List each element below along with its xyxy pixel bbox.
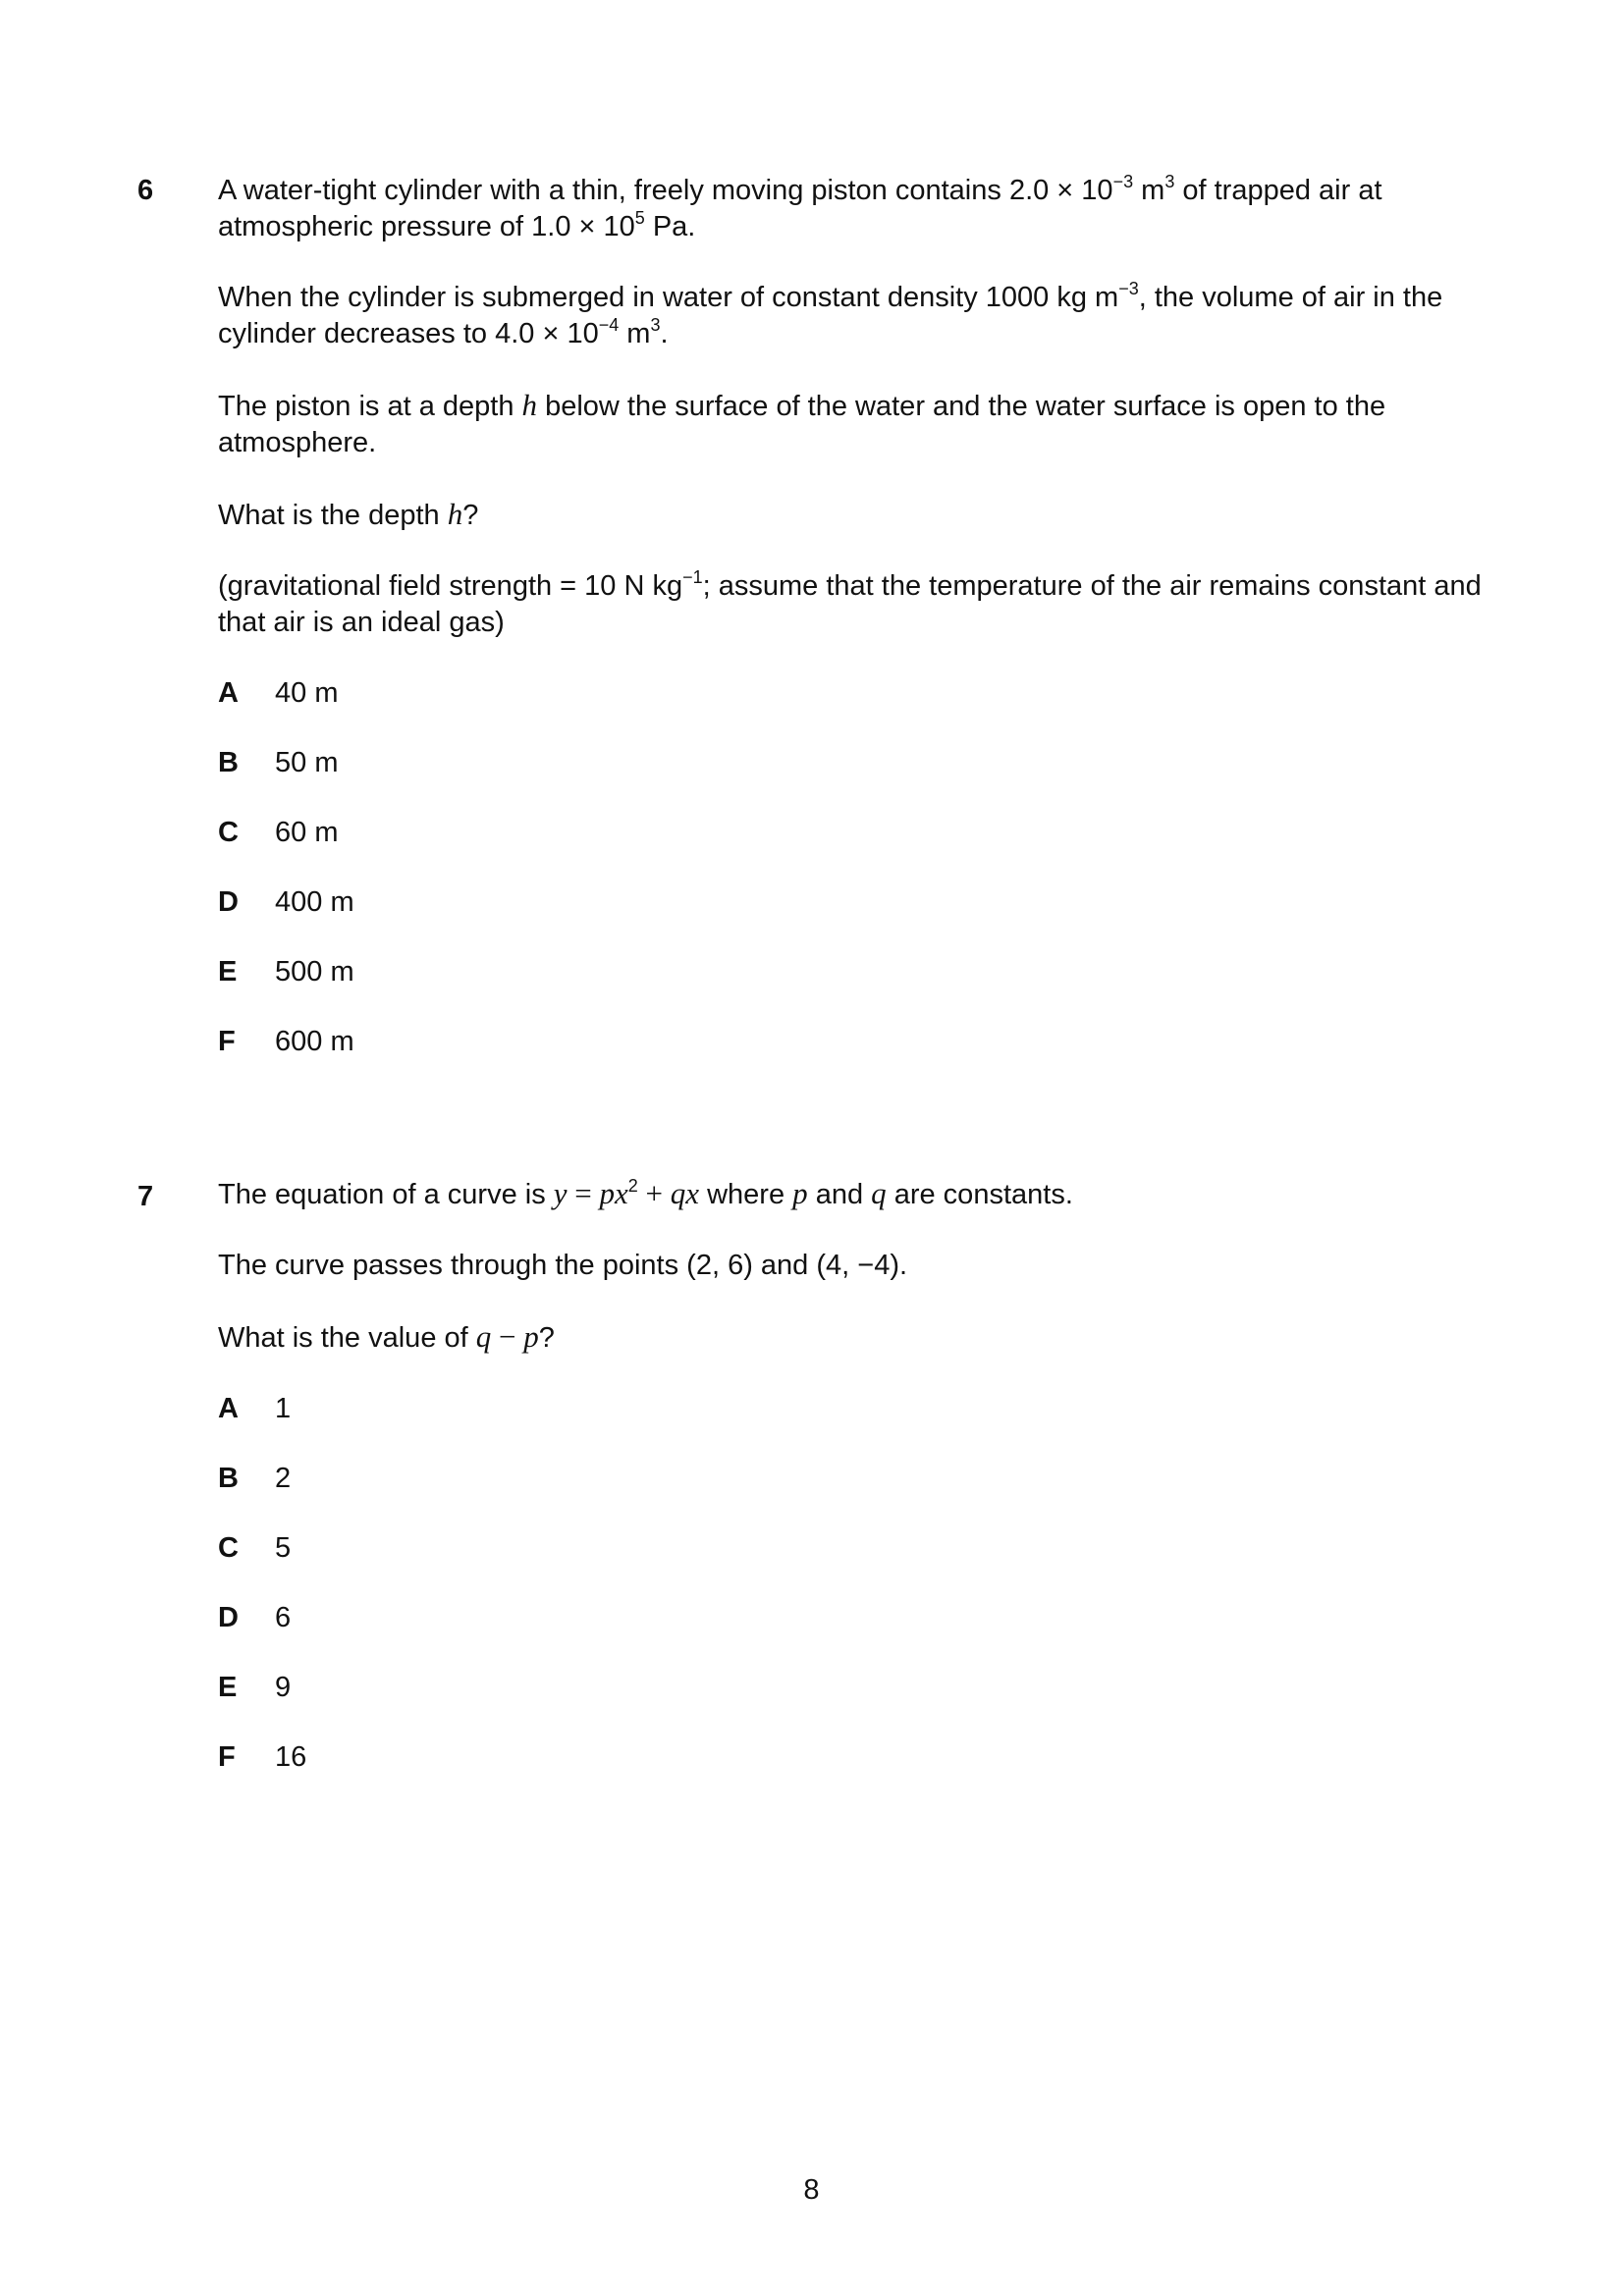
answer-option[interactable] bbox=[218, 1461, 1514, 1530]
text-segment: The piston is at a depth bbox=[218, 391, 522, 422]
text-segment: , the volume of air in the cylinder decreases to 4.0 × 10 bbox=[218, 282, 1443, 349]
option-letter: C bbox=[218, 817, 239, 848]
text-segment: What is the value of bbox=[218, 1322, 476, 1354]
answer-options bbox=[218, 1391, 1514, 1809]
answer-options bbox=[218, 675, 1514, 1094]
text-segment: are constants. bbox=[886, 1179, 1073, 1210]
text-segment: ; assume that the temperature of the air remains constant and that air is an ideal gas) bbox=[218, 570, 1482, 638]
answer-option[interactable] bbox=[218, 675, 1514, 745]
text-segment: ? bbox=[538, 1322, 555, 1354]
option-letter: C bbox=[218, 1532, 239, 1564]
text-segment: m bbox=[1133, 175, 1165, 206]
option-text: 400 m bbox=[275, 886, 354, 918]
math-variable: q bbox=[475, 1319, 492, 1354]
text-segment: A water-tight cylinder with a thin, freely moving piston contains 2.0 × 10 bbox=[218, 175, 1113, 206]
math-term: px bbox=[599, 1176, 628, 1210]
question-prompt bbox=[218, 1318, 1514, 1357]
superscript: 3 bbox=[650, 315, 661, 335]
option-text: 16 bbox=[275, 1741, 307, 1773]
text-segment: m bbox=[619, 318, 651, 349]
text-segment: The equation of a curve is bbox=[218, 1179, 554, 1210]
answer-option[interactable] bbox=[218, 745, 1514, 815]
answer-option[interactable] bbox=[218, 1530, 1514, 1600]
question-stem-paragraph bbox=[218, 280, 1514, 352]
answer-option[interactable] bbox=[218, 1739, 1514, 1809]
text-segment: ? bbox=[462, 500, 479, 531]
text-segment: . bbox=[660, 318, 669, 349]
math-variable: y bbox=[553, 1176, 568, 1210]
option-letter: D bbox=[218, 1602, 239, 1633]
option-text: 40 m bbox=[275, 677, 339, 709]
option-text: 2 bbox=[275, 1463, 292, 1494]
question-stem-paragraph bbox=[218, 173, 1514, 245]
math-operator: − bbox=[491, 1319, 524, 1354]
page-number: 8 bbox=[803, 2174, 820, 2206]
text-segment: below the surface of the water and the water surface is open to the atmosphere. bbox=[218, 391, 1386, 458]
option-text: 60 m bbox=[275, 817, 339, 848]
question-stem-paragraph bbox=[218, 387, 1514, 461]
option-letter: D bbox=[218, 886, 239, 918]
question-prompt bbox=[218, 496, 1514, 534]
answer-option[interactable] bbox=[218, 1600, 1514, 1670]
math-variable: p bbox=[792, 1176, 808, 1210]
math-variable: q bbox=[871, 1176, 887, 1210]
superscript: −3 bbox=[1118, 279, 1139, 298]
question-stem-paragraph bbox=[218, 1175, 1514, 1213]
text-segment: where bbox=[699, 1179, 793, 1210]
superscript: −1 bbox=[682, 567, 703, 587]
question-body bbox=[218, 1175, 1514, 1809]
option-letter: E bbox=[218, 1672, 238, 1703]
answer-option[interactable] bbox=[218, 815, 1514, 884]
superscript: 3 bbox=[1164, 172, 1175, 191]
question-stem-paragraph bbox=[218, 1248, 1514, 1284]
superscript: −4 bbox=[598, 315, 620, 335]
answer-option[interactable] bbox=[218, 884, 1514, 954]
option-text: 9 bbox=[275, 1672, 292, 1703]
option-letter: F bbox=[218, 1741, 236, 1773]
option-text: 6 bbox=[275, 1602, 292, 1633]
option-text: 500 m bbox=[275, 956, 354, 988]
option-text: 600 m bbox=[275, 1026, 354, 1057]
answer-option[interactable] bbox=[218, 1670, 1514, 1739]
text-segment: of trapped air at atmospheric pressure of 1.0 × 10 bbox=[218, 175, 1382, 242]
answer-option[interactable] bbox=[218, 954, 1514, 1024]
answer-option[interactable] bbox=[218, 1391, 1514, 1461]
math-term: qx bbox=[670, 1176, 700, 1210]
superscript: 2 bbox=[627, 1176, 638, 1196]
math-operator: + bbox=[637, 1176, 671, 1210]
superscript: 5 bbox=[634, 208, 645, 228]
superscript: −3 bbox=[1112, 172, 1134, 191]
option-letter: E bbox=[218, 956, 238, 988]
option-letter: A bbox=[218, 677, 239, 709]
text-segment: (gravitational field strength = 10 N kg bbox=[218, 570, 683, 602]
text-segment: What is the depth bbox=[218, 500, 448, 531]
question-number: 7 bbox=[137, 1181, 154, 1212]
text-segment: Pa. bbox=[644, 211, 696, 242]
option-letter: B bbox=[218, 747, 239, 778]
math-variable: h bbox=[521, 388, 538, 422]
option-text: 50 m bbox=[275, 747, 339, 778]
math-operator: = bbox=[567, 1176, 600, 1210]
option-text: 5 bbox=[275, 1532, 292, 1564]
option-letter: B bbox=[218, 1463, 239, 1494]
option-text: 1 bbox=[275, 1393, 292, 1424]
option-letter: F bbox=[218, 1026, 236, 1057]
answer-option[interactable] bbox=[218, 1024, 1514, 1094]
question-number: 6 bbox=[137, 175, 154, 206]
text-segment: The curve passes through the points (2, 6) and (4, −4). bbox=[218, 1250, 908, 1281]
option-letter: A bbox=[218, 1393, 239, 1424]
text-segment: When the cylinder is submerged in water of constant density 1000 kg m bbox=[218, 282, 1119, 313]
question-note bbox=[218, 568, 1514, 641]
text-segment: and bbox=[807, 1179, 872, 1210]
math-variable: h bbox=[447, 497, 463, 531]
question-body bbox=[218, 173, 1514, 1094]
math-variable: p bbox=[523, 1319, 539, 1354]
